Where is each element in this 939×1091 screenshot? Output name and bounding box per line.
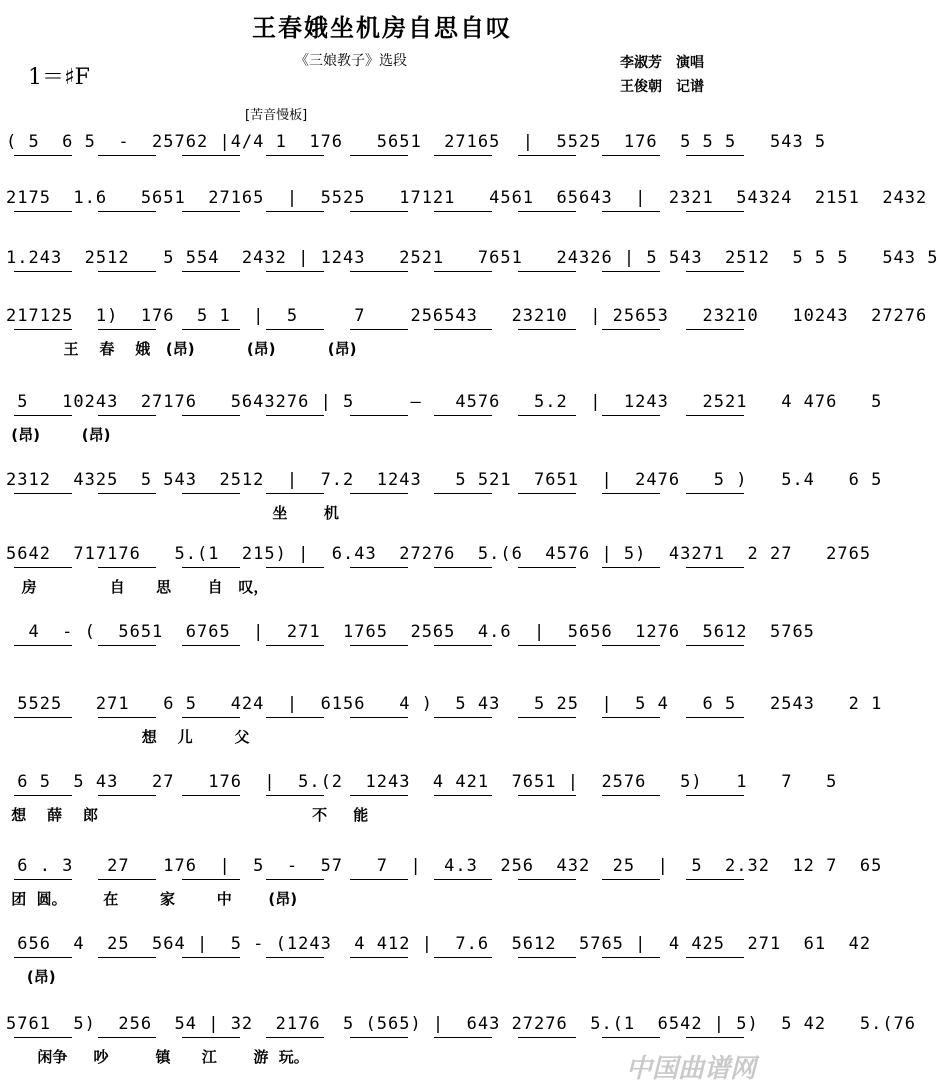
notation-line: ( 5 6 5 - 25762 |4/4 1 176 5651 27165 | 5525 176 5 5 5 543 5 [6, 132, 827, 152]
beam [602, 415, 660, 416]
notation-line: 2312 4325 5 543 2512 | 7.2 1243 5 521 7651 | 2476 5 ) 5.4 6 5 [6, 470, 883, 490]
beam [602, 493, 660, 494]
notation-line: 4 - ( 5651 6765 | 271 1765 2565 4.6 | 5656 1276 5612 5765 [6, 622, 815, 642]
lyrics-line [6, 280, 758, 302]
beam [602, 795, 660, 796]
beam [350, 271, 408, 272]
beam [350, 1037, 408, 1038]
beam [686, 1037, 744, 1038]
notation-line: 656 4 25 564 | 5 - (1243 4 412 | 7.6 5612 5765 | 4 425 271 61 42 [6, 934, 872, 954]
beam-lines [6, 388, 883, 420]
beam [98, 1037, 156, 1038]
beam [98, 211, 156, 212]
beam [266, 1037, 324, 1038]
beam [518, 155, 576, 156]
beam [518, 645, 576, 646]
beam [98, 271, 156, 272]
lyrics-line [6, 220, 758, 242]
beam [266, 415, 324, 416]
beam [686, 271, 744, 272]
beam-lines [6, 302, 928, 334]
beam-lines [6, 1010, 917, 1042]
beam [518, 211, 576, 212]
beam [14, 645, 72, 646]
beam [14, 567, 72, 568]
notation-line: 5761 5) 256 54 | 32 2176 5 (565) | 643 27276 5.(1 6542 | 5) 5 42 5.(76 [6, 1014, 917, 1034]
beam [350, 717, 408, 718]
beam [350, 493, 408, 494]
beam [266, 645, 324, 646]
notation-line: 217125 1) 176 5 1 | 5 7 256543 23210 | 25653 23210 10243 27276 [6, 306, 928, 326]
beam [434, 415, 492, 416]
notation-line: 6 5 5 43 27 176 | 5.(2 1243 4 421 7651 | 2576 5) 1 7 5 [6, 772, 838, 792]
lyrics-line: 闲争 吵 镇 江 游 玩。 [6, 1048, 309, 1066]
lyrics-line: 坐 机 [6, 504, 339, 522]
beam [182, 155, 240, 156]
beam [266, 957, 324, 958]
watermark: 中国曲谱网 [625, 1054, 756, 1084]
beam [350, 211, 408, 212]
beam [518, 1037, 576, 1038]
beam [98, 567, 156, 568]
beam [518, 717, 576, 718]
beam-lines [6, 184, 928, 216]
beam [266, 271, 324, 272]
notation-line: 1.243 2512 5 554 2432 | 1243 2521 7651 24326 | 5 543 2512 5 5 5 543 5 [6, 248, 939, 268]
beam-lines [6, 466, 883, 498]
beam-lines [6, 852, 883, 884]
lyrics-line: (昂) (昂) [6, 426, 111, 444]
notation-line: 5642 717176 5.(1 215) | 6.43 27276 5.(6 4576 | 5) 43271 2 27 2765 [6, 544, 872, 564]
beam [686, 717, 744, 718]
beam [434, 211, 492, 212]
beam [434, 645, 492, 646]
beam [266, 567, 324, 568]
beam [602, 645, 660, 646]
beam [602, 329, 660, 330]
beam [518, 493, 576, 494]
beam [182, 329, 240, 330]
beam [686, 211, 744, 212]
beam [434, 717, 492, 718]
beam-lines [6, 618, 815, 650]
lyrics-line: 想 儿 父 [6, 728, 250, 746]
score-row [6, 302, 928, 362]
beam [182, 645, 240, 646]
lyrics-line [6, 164, 758, 186]
beam [266, 493, 324, 494]
beam [602, 717, 660, 718]
beam [686, 329, 744, 330]
score-row [6, 768, 838, 828]
beam [686, 957, 744, 958]
beam-lines [6, 128, 827, 160]
beam [14, 415, 72, 416]
beam [686, 795, 744, 796]
beam [98, 879, 156, 880]
beam [14, 1037, 72, 1038]
beam [350, 645, 408, 646]
beam [182, 493, 240, 494]
beam [98, 957, 156, 958]
beam [434, 957, 492, 958]
score-row [6, 128, 827, 188]
beam [14, 329, 72, 330]
score-row [6, 466, 883, 526]
beam [602, 155, 660, 156]
beam [14, 155, 72, 156]
beam-lines [6, 768, 838, 800]
beam [98, 493, 156, 494]
beam [182, 415, 240, 416]
beam [182, 271, 240, 272]
beam [686, 155, 744, 156]
beam [686, 567, 744, 568]
beam [182, 211, 240, 212]
beam-lines [6, 690, 883, 722]
score-row [6, 852, 883, 912]
beam [518, 415, 576, 416]
beam [686, 645, 744, 646]
beam [686, 415, 744, 416]
score-row [6, 388, 883, 448]
beam [602, 567, 660, 568]
beam [14, 211, 72, 212]
score-row [6, 690, 883, 750]
beam-lines [6, 540, 872, 572]
beam [182, 1037, 240, 1038]
notation-line: 6 . 3 27 176 | 5 - 57 7 | 4.3 256 432 25 | 5 2.32 12 7 65 [6, 856, 883, 876]
beam [350, 567, 408, 568]
page-title: 王春娥坐机房自思自叹 [252, 14, 512, 42]
beam [266, 795, 324, 796]
score-row [6, 244, 939, 304]
beam [98, 795, 156, 796]
beam [434, 567, 492, 568]
beam [350, 329, 408, 330]
score-row [6, 184, 928, 244]
notation-line: 2175 1.6 5651 27165 | 5525 17121 4561 65643 | 2321 54324 2151 2432 [6, 188, 928, 208]
beam [518, 879, 576, 880]
beam [266, 329, 324, 330]
beam [602, 879, 660, 880]
beam [518, 271, 576, 272]
beam [518, 329, 576, 330]
beam-lines [6, 244, 939, 276]
beam [98, 645, 156, 646]
beam [434, 1037, 492, 1038]
beam [350, 957, 408, 958]
beam [14, 271, 72, 272]
beam-lines [6, 930, 872, 962]
beam [686, 879, 744, 880]
beam [182, 717, 240, 718]
beam [518, 795, 576, 796]
beam [266, 211, 324, 212]
lyrics-line: 想 薛 郎 不 能 [6, 806, 369, 824]
score-row [6, 540, 872, 600]
lyrics-line: 王 春 娥 (昂) (昂) (昂) [6, 340, 357, 358]
beam [98, 415, 156, 416]
beam [182, 957, 240, 958]
score-row [6, 618, 815, 678]
lyrics-line [6, 654, 758, 676]
beam [602, 957, 660, 958]
score-row [6, 930, 872, 990]
beam [350, 879, 408, 880]
lyrics-line: (昂) [6, 968, 56, 986]
beam [182, 795, 240, 796]
beam [14, 717, 72, 718]
beam [434, 155, 492, 156]
beam [434, 493, 492, 494]
beam [98, 155, 156, 156]
notation-line: 5 10243 27176 5643276 | 5 — 4576 5.2 | 1243 2521 4 476 5 [6, 392, 883, 412]
beam [14, 957, 72, 958]
key-signature: 1＝♯F [28, 65, 90, 90]
tempo-marking: [苦音慢板] [245, 108, 308, 123]
beam [350, 795, 408, 796]
beam [602, 271, 660, 272]
beam [98, 717, 156, 718]
beam [602, 211, 660, 212]
beam [14, 493, 72, 494]
beam [266, 717, 324, 718]
beam [182, 567, 240, 568]
beam [266, 879, 324, 880]
notation-line: 5525 271 6 5 424 | 6156 4 ) 5 43 5 25 | 5 4 6 5 2543 2 1 [6, 694, 883, 714]
beam [350, 155, 408, 156]
beam [14, 795, 72, 796]
transcriber-credit: 王俊朝 记谱 [620, 79, 704, 95]
beam [98, 329, 156, 330]
beam [350, 415, 408, 416]
beam [14, 879, 72, 880]
beam [686, 493, 744, 494]
singer-credit: 李淑芳 演唱 [620, 55, 704, 71]
beam [434, 879, 492, 880]
beam [602, 1037, 660, 1038]
subtitle: 《三娘教子》选段 [295, 53, 407, 69]
beam [434, 329, 492, 330]
beam [266, 155, 324, 156]
beam [434, 795, 492, 796]
lyrics-line: 团 圆。 在 家 中 (昂) [6, 890, 298, 908]
beam [434, 271, 492, 272]
beam [518, 957, 576, 958]
lyrics-line: 房 自 思 自 叹， [6, 578, 269, 596]
beam [518, 567, 576, 568]
beam [182, 879, 240, 880]
